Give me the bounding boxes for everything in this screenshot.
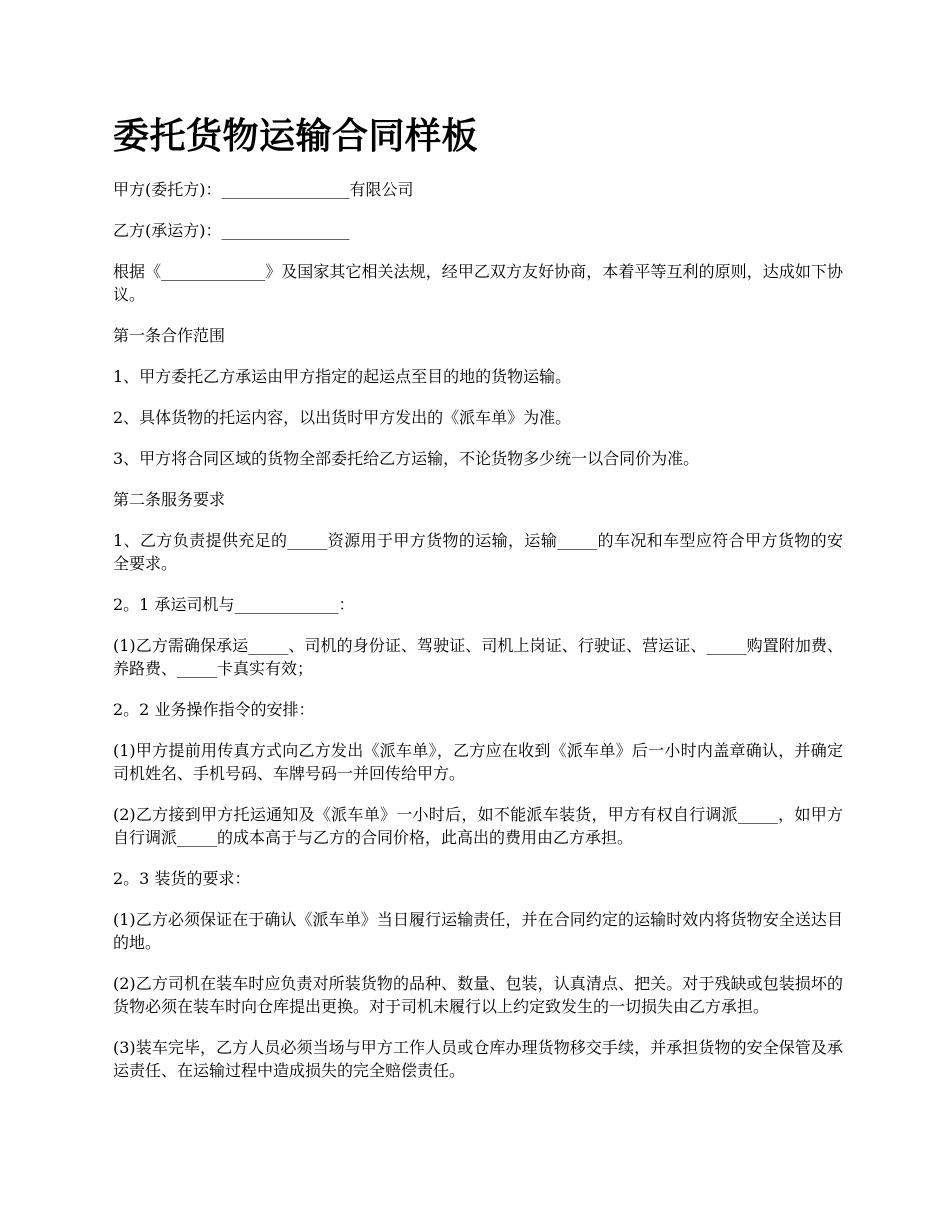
section-2-2-clause-1: (1)甲方提前用传真方式向乙方发出《派车单》，乙方应在收到《派车单》后一小时内盖章确认，并确定司机姓名、手机号码、车牌号码一并回传给甲方。 [113, 741, 843, 783]
section-2-3-clause-2: (2)乙方司机在装车时应负责对所装货物的品种、数量、包装，认真清点、把关。对于残缺或包装损坏的货物必须在装车时向仓库提出更换。对于司机未履行以上约定致发生的一切损失由乙方承担。 [113, 974, 843, 1016]
article-1-item-2: 2、具体货物的托运内容，以出货时甲方发出的《派车单》为准。 [113, 408, 572, 427]
article-1-heading: 第一条合作范围 [113, 326, 226, 345]
section-2-1-heading: 2。1 承运司机与_____________： [113, 595, 355, 614]
article-2-heading: 第二条服务要求 [113, 490, 226, 509]
article-1-item-1: 1、甲方委托乙方承运由甲方指定的起运点至目的地的货物运输。 [113, 367, 572, 386]
section-2-3-clause-3: (3)装车完毕，乙方人员必须当场与甲方工作人员或仓库办理货物移交手续，并承担货物的安全保管及承运责任、在运输过程中造成损失的完全赔偿责任。 [113, 1038, 843, 1080]
article-1-item-3: 3、甲方将合同区域的货物全部委托给乙方运输，不论货物多少统一以合同价为准。 [113, 449, 700, 468]
section-2-2-heading: 2。2 业务操作指令的安排： [113, 700, 315, 719]
party-b-line: 乙方(承运方)：________________ [113, 221, 350, 240]
section-2-1-clause-1: (1)乙方需确保承运_____、司机的身份证、驾驶证、司机上岗证、行驶证、营运证、_____购置附加费、养路费、_____卡真实有效； [113, 636, 843, 678]
section-2-3-heading: 2。3 装货的要求： [113, 869, 251, 888]
preamble-paragraph: 根据《_____________》及国家其它相关法规，经甲乙双方友好协商，本着平等互利的原则，达成如下协议。 [113, 262, 843, 304]
document-page [113, 112, 843, 1100]
document-body [113, 178, 843, 1082]
document-title: 委托货物运输合同样板 [113, 115, 479, 157]
party-a-line: 甲方(委托方)：________________有限公司 [113, 180, 414, 199]
section-2-2-clause-2: (2)乙方接到甲方托运通知及《派车单》一小时后，如不能派车装货，甲方有权自行调派_____，如甲方自行调派_____的成本高于与乙方的合同价格，此高出的费用由乙方承担。 [113, 805, 843, 847]
article-2-item-1: 1、乙方负责提供充足的_____资源用于甲方货物的运输，运输_____的车况和车型应符合甲方货物的安全要求。 [113, 531, 843, 573]
section-2-3-clause-1: (1)乙方必须保证在于确认《派车单》当日履行运输责任，并在合同约定的运输时效内将货物安全送达目的地。 [113, 910, 843, 952]
